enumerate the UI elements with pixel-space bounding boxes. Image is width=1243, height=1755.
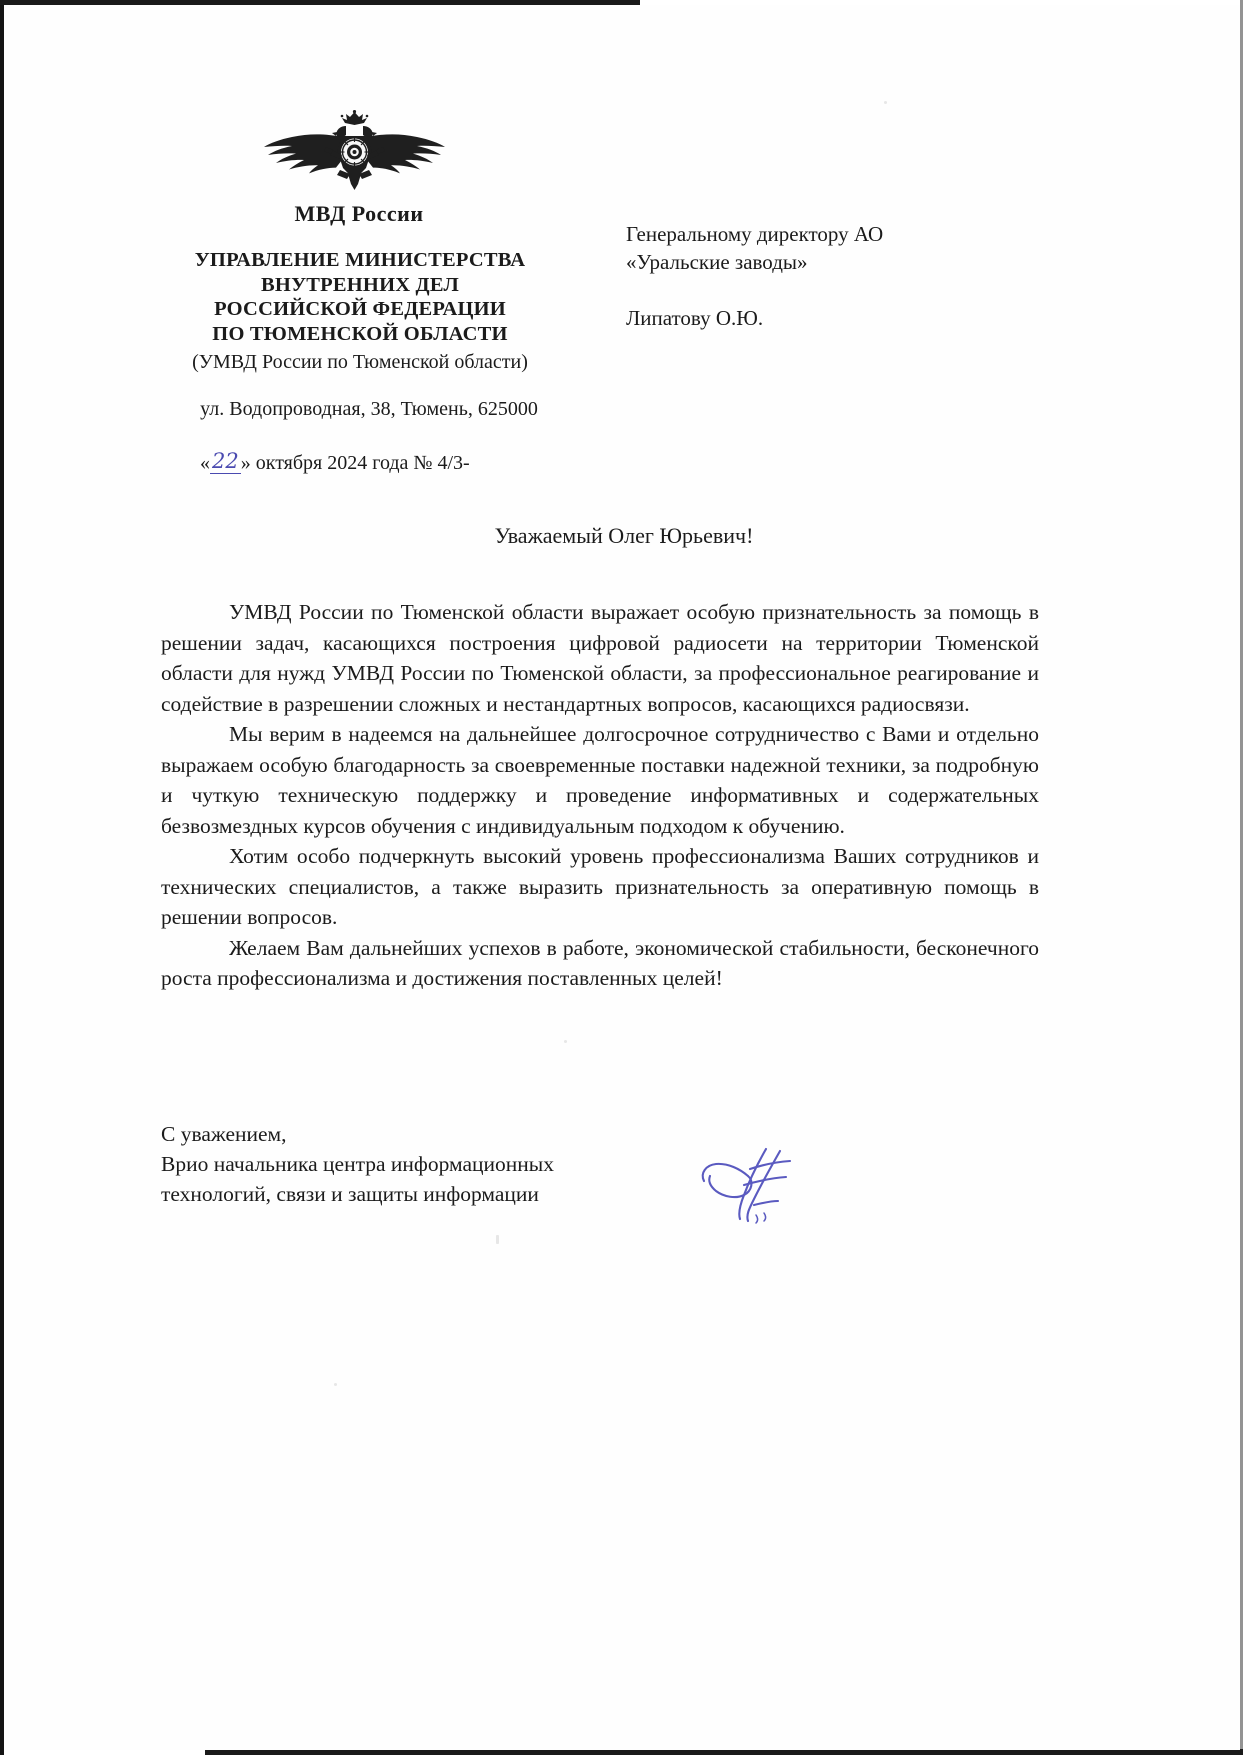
mvd-russia-eagle-emblem [262,110,447,195]
scan-speck [334,1383,337,1386]
addressee-line-1: Генеральному директору АО [626,222,884,246]
body-paragraph-2: Мы верим в надеемся на дальнейшее долгосрочное сотрудничество с Вами и отдельно выражаем особую благодарность за своевременные поставки надежной техники, за подробную и чуткую техническую поддержку и проведение информативных и содержательных безвозмездных курсов обучения с индивидуальным подходом к обучению. [161,722,1039,838]
body-paragraph-1: УМВД России по Тюменской области выражает особую признательность за помощь в решении задач, касающихся построения цифровой радиосети на территории Тюменской области для нужд УМВД России по Тюменской области, за профессиональное реагирование и содействие в разрешении сложных и нестандартных вопросов, касающихся радиосвязи. [161,600,1039,716]
date-rest-text: октября 2024 года № 4/3- [250,452,470,474]
addressee-block [626,220,1046,332]
body-paragraph-4: Желаем Вам дальнейших успехов в работе, экономической стабильности, бесконечного роста профессионализма и достижения поставленных целей! [161,935,1039,990]
scan-speck [884,101,887,104]
scan-speck [564,1040,567,1043]
organization-title-line-3: РОССИЙСКОЙ ФЕДЕРАЦИИ [214,298,506,320]
handwritten-day-number: 22 [212,449,239,473]
date-and-number-line [200,450,470,475]
addressee-line-2: «Уральские заводы» [626,250,808,274]
organization-title-line-2: ВНУТРЕННИХ ДЕЛ [261,273,459,296]
scan-speck [496,1235,499,1244]
organization-title-line-1: УПРАВЛЕНИЕ МИНИСТЕРСТВА [194,249,526,271]
signature-title-line-1: Врио начальника центра информационных [161,1152,555,1176]
organization-address: ул. Водопроводная, 38, Тюмень, 625000 [200,398,538,420]
date-open-quote: « [200,452,210,474]
signature-title-line-2: технологий, связи и защиты информации [161,1182,539,1206]
signature-closing: С уважением, [161,1122,287,1146]
letter-body [161,597,1039,994]
organization-subtitle: (УМВД России по Тюменской области) [192,351,528,373]
organization-title-line-4: ПО ТЮМЕНСКОЙ ОБЛАСТИ [212,322,508,345]
handwritten-signature [694,1143,804,1228]
signature-block [161,1119,554,1209]
salutation: Уважаемый Олег Юрьевич! [494,523,754,548]
addressee-person-name: Липатову О.Ю. [626,306,764,330]
ministry-short-name: МВД России [294,201,424,226]
body-paragraph-3: Хотим особо подчеркнуть высокий уровень профессионализма Ваших сотрудников и технических специалистов, а также выразить признательность за оперативную помощь в решении вопросов. [161,844,1039,929]
document-page [4,5,1240,1750]
organization-title [154,248,566,346]
date-close-quote: » [240,452,251,474]
